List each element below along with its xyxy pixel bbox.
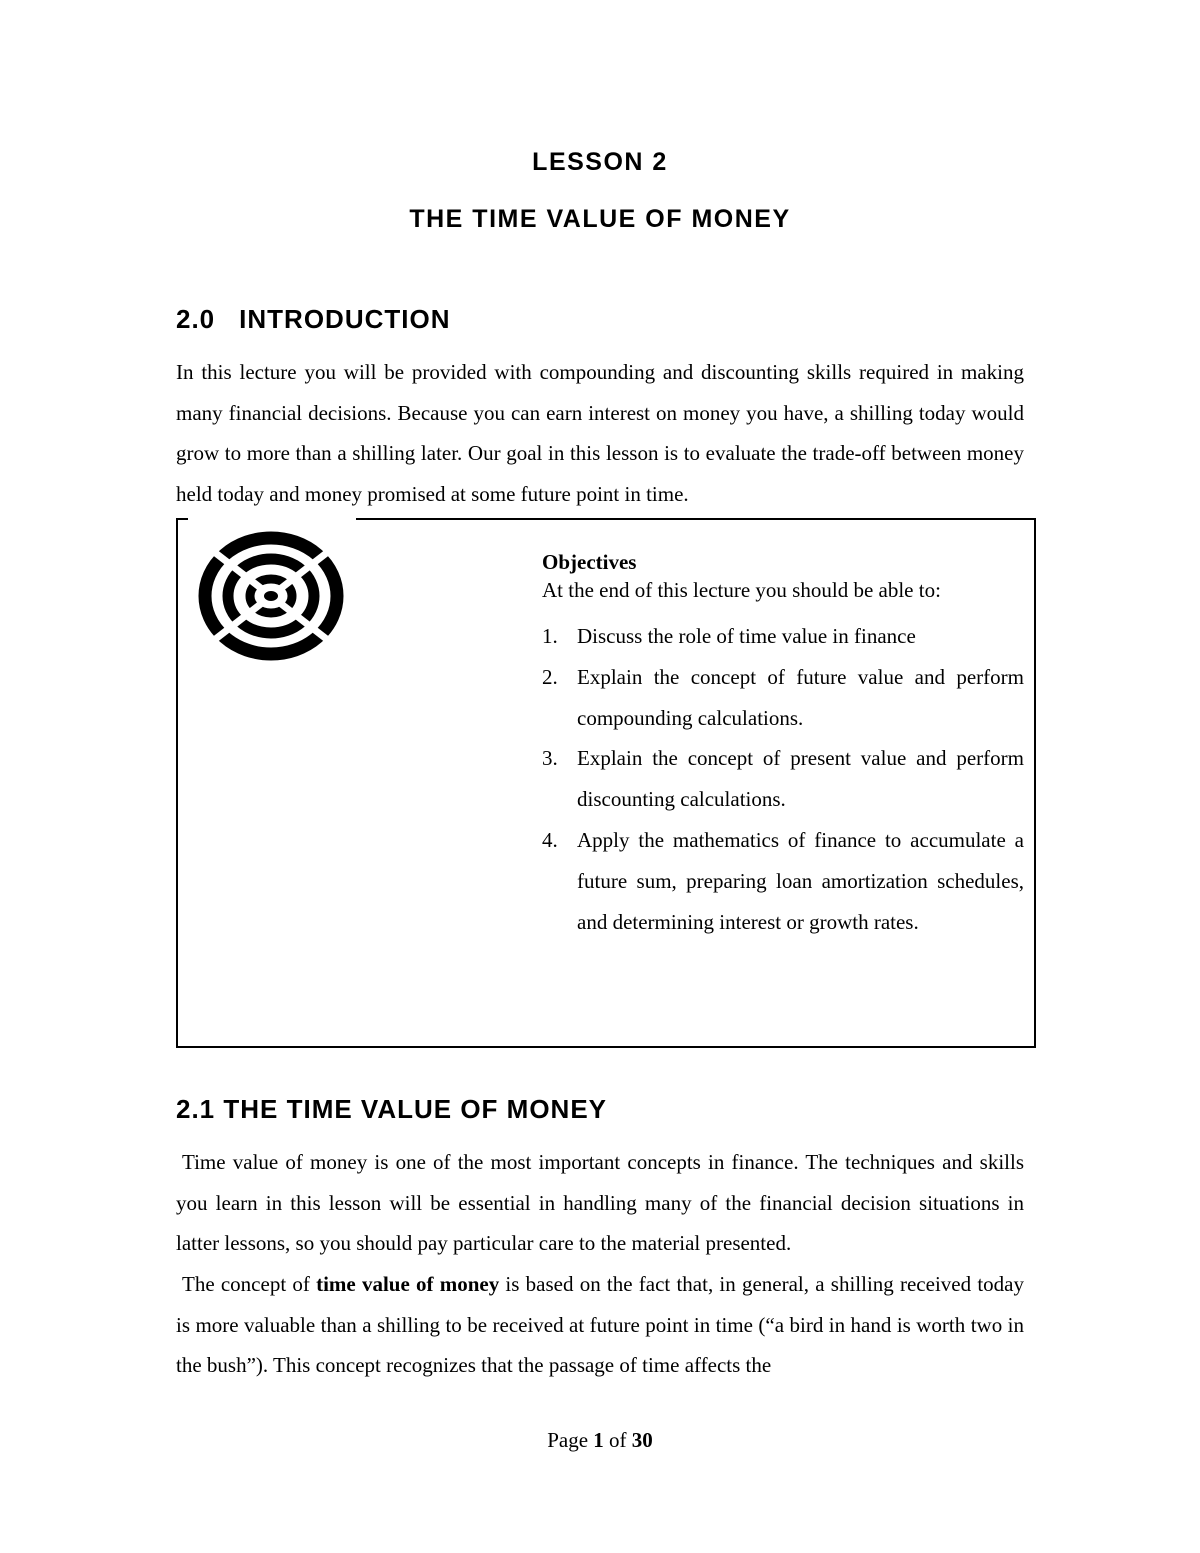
time-value-paragraph: Time value of money is one of the most important concepts in finance. The techniques and skills you learn in this lesson will be essential in handling many of the financial decision situations in latter lessons, so you should pay particular care to the material presented. [176, 1150, 1024, 1255]
target-icon [196, 528, 346, 664]
box-border-top [176, 518, 188, 520]
list-item [542, 738, 1024, 820]
list-item-text: Explain the concept of present value and perform discounting calculations. [577, 746, 1024, 812]
page-number: 1 [593, 1428, 604, 1452]
list-item [542, 820, 1024, 942]
page-footer [0, 1428, 1200, 1453]
list-marker: 3. [542, 746, 558, 771]
time-value-concept-paragraph [176, 1264, 1024, 1386]
objectives-content [542, 548, 1024, 942]
lesson-number: LESSON 2 [532, 148, 668, 176]
objectives-box [176, 518, 1036, 1048]
list-item [542, 657, 1024, 739]
list-item-text: Discuss the role of time value in finance [577, 624, 916, 648]
objectives-intro: At the end of this lecture you should be able to: [542, 578, 941, 602]
document-title: THE TIME VALUE OF MONEY [409, 205, 791, 233]
key-term: time value of money [316, 1272, 500, 1296]
time-value-heading: 2.1 THE TIME VALUE OF MONEY [176, 1094, 608, 1124]
list-marker: 4. [542, 827, 558, 852]
list-item-text: Apply the mathematics of finance to accumulate a future sum, preparing loan amortization schedules, and determining interest or growth rates. [577, 827, 1024, 934]
box-border-bottom [176, 1046, 1036, 1048]
introduction-heading [176, 304, 450, 335]
objectives-heading: Objectives [542, 550, 637, 574]
page-of-label: of [603, 1428, 632, 1452]
objectives-list [542, 616, 1024, 942]
paragraph-text: is based on the fact that, in general, a shilling received today is more valuable than a shilling to be received at future point in time (“a bird in hand is worth two in the bush”). This concept recognizes that the passage of time affects the [176, 1272, 1024, 1377]
box-border-top [356, 518, 1036, 520]
section-number: 2.0 [176, 304, 216, 334]
list-item-text: Explain the concept of future value and perform compounding calculations. [577, 664, 1024, 730]
page-label: Page [547, 1428, 594, 1452]
paragraph-text: The concept of [182, 1272, 317, 1296]
list-item [542, 616, 1024, 657]
total-pages: 30 [631, 1428, 653, 1452]
box-border-right [1034, 518, 1036, 1048]
section-title: INTRODUCTION [239, 304, 451, 334]
list-marker: 1. [542, 624, 558, 648]
list-marker: 2. [542, 664, 558, 689]
box-border-left [176, 518, 178, 1048]
introduction-paragraph: In this lecture you will be provided with compounding and discounting skills required in making many financial decisions. Because you can earn interest on money you have, a shilling today would grow to more than a shilling later. Our goal in this lesson is to evaluate the trade-off between money held today and money promised at some future point in time. [176, 360, 1024, 506]
